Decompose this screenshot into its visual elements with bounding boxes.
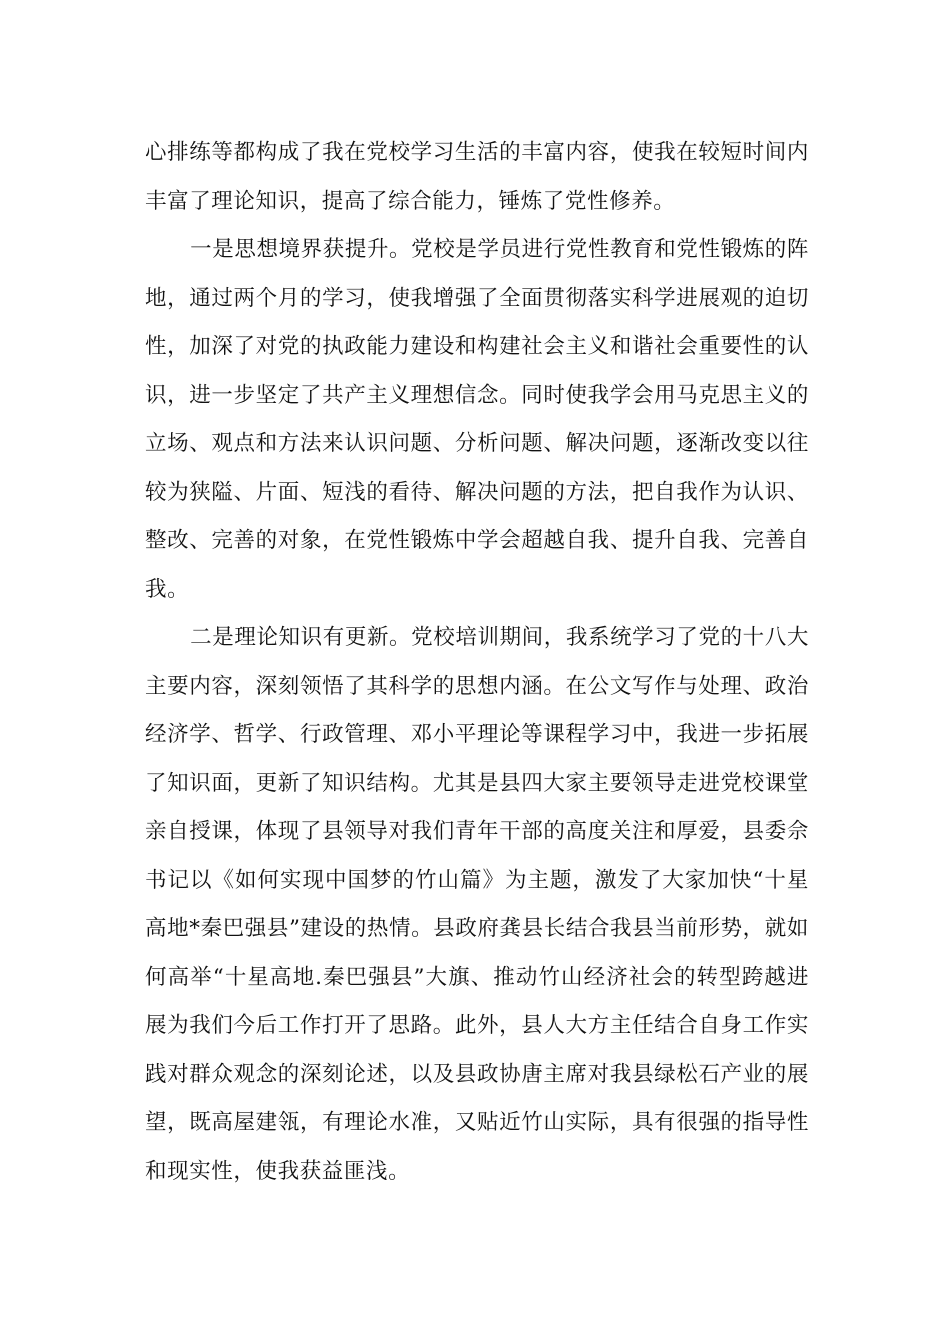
paragraph-continuation: 心排练等都构成了我在党校学习生活的丰富内容，使我在较短时间内丰富了理论知识，提高了综合能力，锤炼了党性修养。 xyxy=(145,140,809,214)
document-page xyxy=(145,129,809,1196)
paragraph-ideological-realm: 一是思想境界获提升。党校是学员进行党性教育和党性锻炼的阵地，通过两个月的学习，使我增强了全面贯彻落实科学进展观的迫切性，加深了对党的执政能力建设和构建社会主义和谐社会重要性的认识，进一步坚定了共产主义理想信念。同时使我学会用马克思主义的立场、观点和方法来认识问题、分析问题、解决问题，逐渐改变以往较为狭隘、片面、短浅的看待、解决问题的方法，把自我作为认识、整改、完善的对象，在党性锻炼中学会超越自我、提升自我、完善自我。 xyxy=(145,237,809,602)
paragraph-theoretical-knowledge: 二是理论知识有更新。党校培训期间，我系统学习了党的十八大主要内容，深刻领悟了其科学的思想内涵。在公文写作与处理、政治经济学、哲学、行政管理、邓小平理论等课程学习中，我进一步拓展了知识面，更新了知识结构。尤其是县四大家主要领导走进党校课堂亲自授课，体现了县领导对我们青年干部的高度关注和厚爱，县委佘书记以《如何实现中国梦的竹山篇》为主题，激发了大家加快“十星高地*秦巴强县”建设的热情。县政府龚县长结合我县当前形势，就如何高举“十星高地.秦巴强县”大旗、推动竹山经济社会的转型跨越进展为我们今后工作打开了思路。此外，县人大方主任结合自身工作实践对群众观念的深刻论述，以及县政协唐主席对我县绿松石产业的展望，既高屋建瓴，有理论水准，又贴近竹山实际，具有很强的指导性和现实性，使我获益匪浅。 xyxy=(145,625,809,1184)
